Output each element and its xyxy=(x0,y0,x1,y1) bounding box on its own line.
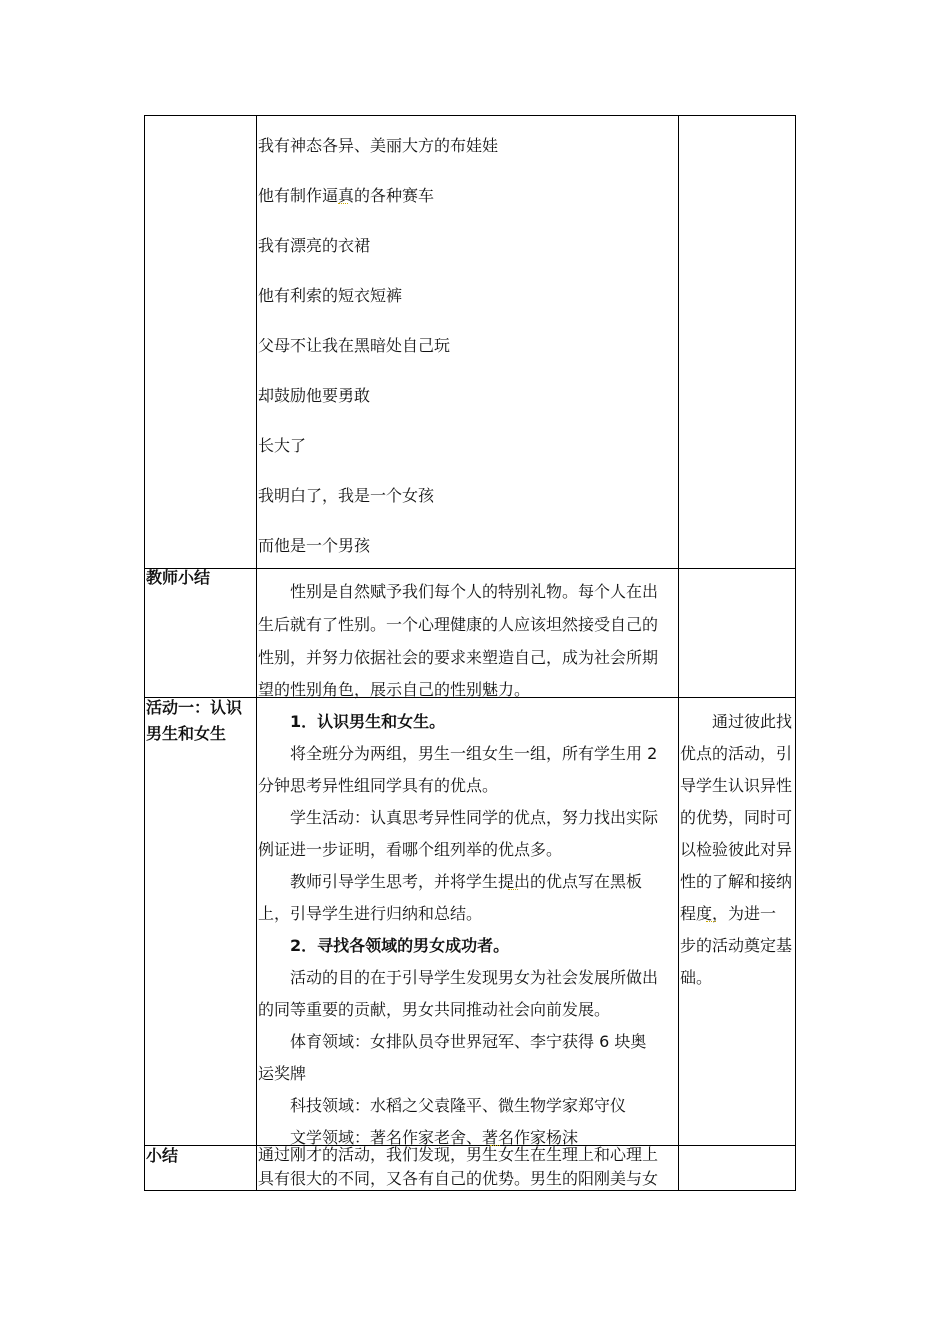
note-line: 步的活动奠定基 xyxy=(680,936,793,955)
paragraph-line: 活动的目的在于引导学生发现男女为社会发展所做出 xyxy=(290,968,659,987)
paragraph-line: 望的性别角色，展示自己的性别魅力。 xyxy=(258,680,531,699)
paragraph-line: 学生活动：认真思考异性同学的优点，努力找出实际 xyxy=(290,808,659,827)
row-label-summary: 小结 xyxy=(146,1146,179,1165)
poem-line: 我明白了，我是一个女孩 xyxy=(258,486,435,505)
paragraph-line: 例证进一步证明，看哪个组列举的优点多。 xyxy=(258,840,563,859)
poem-line: 却鼓励他要勇敢 xyxy=(258,386,371,405)
activity-heading: 1．认识男生和女生。 xyxy=(290,712,446,731)
row-label-teacher-summary: 教师小结 xyxy=(146,568,211,587)
note-line: 程度，为进一 xyxy=(680,904,777,923)
paragraph-line: 运奖牌 xyxy=(258,1064,307,1083)
row-label-activity-one: 男生和女生 xyxy=(146,724,227,743)
note-line: 通过彼此找 xyxy=(712,712,793,731)
poem-line: 他有利索的短衣短裤 xyxy=(258,286,403,305)
activity-heading: 2．寻找各领域的男女成功者。 xyxy=(290,936,510,955)
paragraph-line: 文学领域：著名作家老舍、著名作家杨沫 xyxy=(290,1128,579,1147)
table-border-left xyxy=(144,115,145,1191)
paragraph-line: 性别是自然赋予我们每个人的特别礼物。每个人在出 xyxy=(290,582,659,601)
poem-line: 父母不让我在黑暗处自己玩 xyxy=(258,336,451,355)
table-border-top xyxy=(144,115,796,116)
paragraph-line: 教师引导学生思考，并将学生提出的优点写在黑板 xyxy=(290,872,643,891)
note-line: 的优势，同时可 xyxy=(680,808,793,827)
paragraph-line: 分钟思考异性组同学具有的优点。 xyxy=(258,776,499,795)
note-line: 优点的活动，引 xyxy=(680,744,793,763)
paragraph-line: 通过刚才的活动，我们发现，男生女生在生理上和心理上 xyxy=(258,1145,659,1164)
poem-line: 他有制作逼真的各种赛车 xyxy=(258,186,435,205)
note-line: 础。 xyxy=(680,968,713,987)
poem-line: 而他是一个男孩 xyxy=(258,536,371,555)
table-border-col1 xyxy=(256,115,257,1191)
paragraph-line: 生后就有了性别。一个心理健康的人应该坦然接受自己的 xyxy=(258,615,659,634)
paragraph-line: 具有很大的不同，又各有自己的优势。男生的阳刚美与女 xyxy=(258,1169,659,1188)
table-border-col2 xyxy=(678,115,679,1191)
note-line: 性的了解和接纳 xyxy=(680,872,793,891)
spellcheck-mark xyxy=(338,200,348,204)
poem-line: 我有漂亮的衣裙 xyxy=(258,236,371,255)
row-label-activity-one: 活动一：认识 xyxy=(146,698,243,717)
spellcheck-mark xyxy=(706,918,716,922)
paragraph-line: 的同等重要的贡献，男女共同推动社会向前发展。 xyxy=(258,1000,611,1019)
note-line: 以检验彼此对异 xyxy=(680,840,793,859)
spellcheck-mark xyxy=(508,886,518,890)
table-border-bottom xyxy=(144,1190,796,1191)
poem-line: 我有神态各异、美丽大方的布娃娃 xyxy=(258,136,499,155)
paragraph-line: 将全班分为两组，男生一组女生一组，所有学生用 2 xyxy=(290,744,658,763)
poem-line: 长大了 xyxy=(258,436,307,455)
paragraph-line: 上，引导学生进行归纳和总结。 xyxy=(258,904,483,923)
note-line: 导学生认识异性 xyxy=(680,776,793,795)
table-border-right xyxy=(795,115,796,1191)
paragraph-line: 科技领域：水稻之父袁隆平、微生物学家郑守仪 xyxy=(290,1096,627,1115)
table-border-row1 xyxy=(144,568,796,569)
paragraph-line: 性别，并努力依据社会的要求来塑造自己，成为社会所期 xyxy=(258,648,659,667)
paragraph-line: 体育领域：女排队员夺世界冠军、李宁获得 6 块奥 xyxy=(290,1032,647,1051)
